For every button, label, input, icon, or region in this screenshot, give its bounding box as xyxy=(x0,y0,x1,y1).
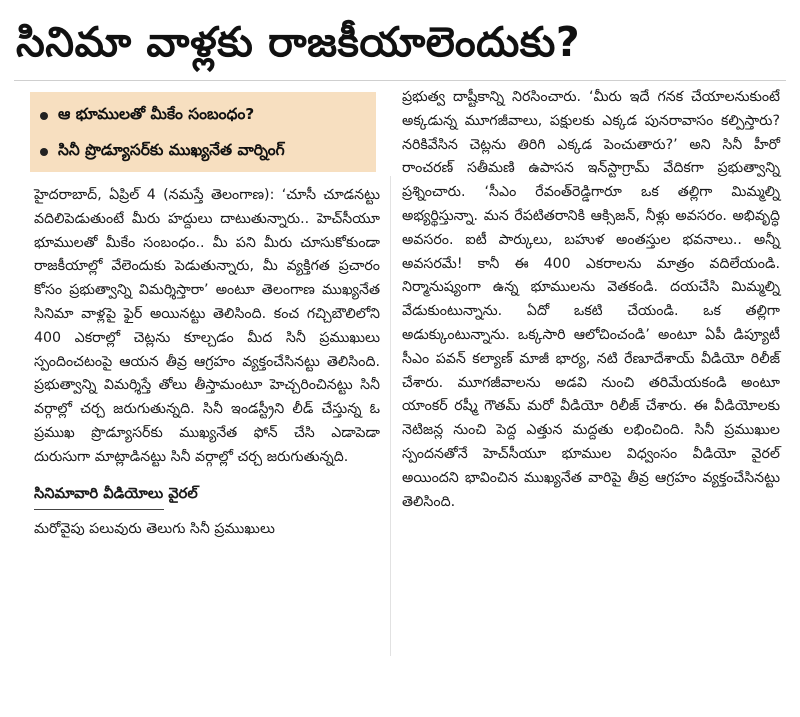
right-column xyxy=(402,86,780,514)
column-divider xyxy=(390,176,391,656)
left-continuation: మరోవైపు పలువురు తెలుగు సినీ ప్రముఖులు xyxy=(34,521,275,538)
highlight-item xyxy=(40,98,368,134)
highlight-text: ఆ భూములతో మీకేం సంబంధం? xyxy=(58,105,255,123)
bullet-icon xyxy=(40,148,48,156)
highlight-text: సినీ ప్రొడ్యూసర్‌కు ముఖ్యనేత వార్నింగ్ xyxy=(58,141,285,159)
headline: సినిమా వాళ్లకు రాజకీయాలెందుకు? xyxy=(16,18,581,66)
highlights-box xyxy=(30,92,376,172)
bullet-icon xyxy=(40,112,48,120)
highlight-item xyxy=(40,134,368,170)
subheading: సినిమావారి వీడియోలు వైరల్ xyxy=(34,484,198,502)
right-body: ప్రభుత్వ దాష్టీకాన్ని నిరసించారు. ‘మీరు ఇదే గనక చేయాలనుకుంటే అక్కడున్న మూగజీవాలు, పక్షులకు ఎక్కడ పునరావాసం కల్పిస్తారు? నరికివేసిన చెట్లను తిరిగి ఎక్కడ పెంచుతారు?’ అని సినీ హీరో రాంచరణ్ సతీమణి ఉపాసన ఇన్‌స్టాగ్రామ్ వేదికగా ప్రభుత్వాన్ని ప్రశ్నించారు. ‘సీఎం రేవంత్‌రెడ్డిగారూ ఒక తల్లిగా మిమ్మల్ని అభ్యర్థిస్తున్నా. మన రేపటితరానికి ఆక్సిజన్, నీళ్లు అవసరం. అభివృద్ధి అవసరం. ఐటీ పార్కులు, బహుళ అంతస్తుల భవనాలు.. అన్నీ అవసరమే! కానీ ఈ 400 ఎకరాలను మాత్రం వదిలేయండి. నిర్మానుష్యంగా ఉన్న భూములను వెతకండి. దయచేసి మిమ్మల్ని వేడుకుంటున్నాను. ఏదో ఒకటి చేయండి. ఒక తల్లిగా అడుక్కుంటున్నాను. ఒక్కసారి ఆలోచించండి’ అంటూ ఏపీ డిప్యూటీ సీఎం పవన్ కల్యాణ్ మాజీ భార్య, నటి రేణూదేశాయ్ వీడియో రిలీజ్ చేశారు. మూగజీవాలను అడవి నుంచి తరిమేయకండి అంటూ యాంకర్ రష్మీ గౌతమ్ మరో వీడియో రిలీజ్ చేశారు. ఈ వీడియోలకు నెటిజన్ల నుంచి పెద్ద ఎత్తున మద్దతు లభించింది. సినీ ప్రముఖుల స్పందనతోనే హెచ్‌సీయూ భూముల విధ్వంసం వీడియో వైరల్ అయిందని భావించిన ముఖ్యనేత వారిపై తీవ్ర ఆగ్రహం వ్యక్తంచేసినట్టు తెలిసింది. xyxy=(402,89,780,510)
left-body: హైదరాబాద్, ఏప్రిల్ 4 (నమస్తే తెలంగాణ): ‘చూసీ చూడనట్టు వదిలిపెడుతుంటే మీరు హద్దులు దాటుతున్నారు.. హెచ్‌సీయూ భూములతో మీకేం సంబంధం.. మీ పని మీరు చూసుకోకుండా రాజకీయాల్లో వేలెందుకు పెడుతున్నారు, మీ వ్యక్తిగత ప్రచారం కోసం ప్రభుత్వాన్ని విమర్శిస్తారా’ అంటూ తెలంగాణ ముఖ్యనేత సినిమా వాళ్లపై ఫైర్ అయినట్టు తెలిసింది. కంచ గచ్చిబౌలిలోని 400 ఎకరాల్లో చెట్లను కూల్చడం మీద సినీ ప్రముఖులు స్పందించటంపై ఆయన తీవ్ర ఆగ్రహం వ్యక్తంచేసినట్టు తెలిసింది. ప్రభుత్వాన్ని విమర్శిస్తే తోలు తీస్తామంటూ హెచ్చరించినట్టు సినీ వర్గాల్లో చర్చ జరుగుతున్నది. సినీ ఇండస్ట్రీని లీడ్ చేస్తున్న ఓ ప్రముఖ ప్రొడ్యూసర్‌కు ముఖ్యనేత ఫోన్ చేసి ఎడాపెడా దురుసుగా మాట్లాడినట్టు సినీ వర్గాల్లో చర్చ జరుగుతున్నది. xyxy=(34,187,380,465)
subheading-rule xyxy=(34,509,164,510)
headline-rule xyxy=(14,80,786,81)
left-column xyxy=(34,184,380,542)
